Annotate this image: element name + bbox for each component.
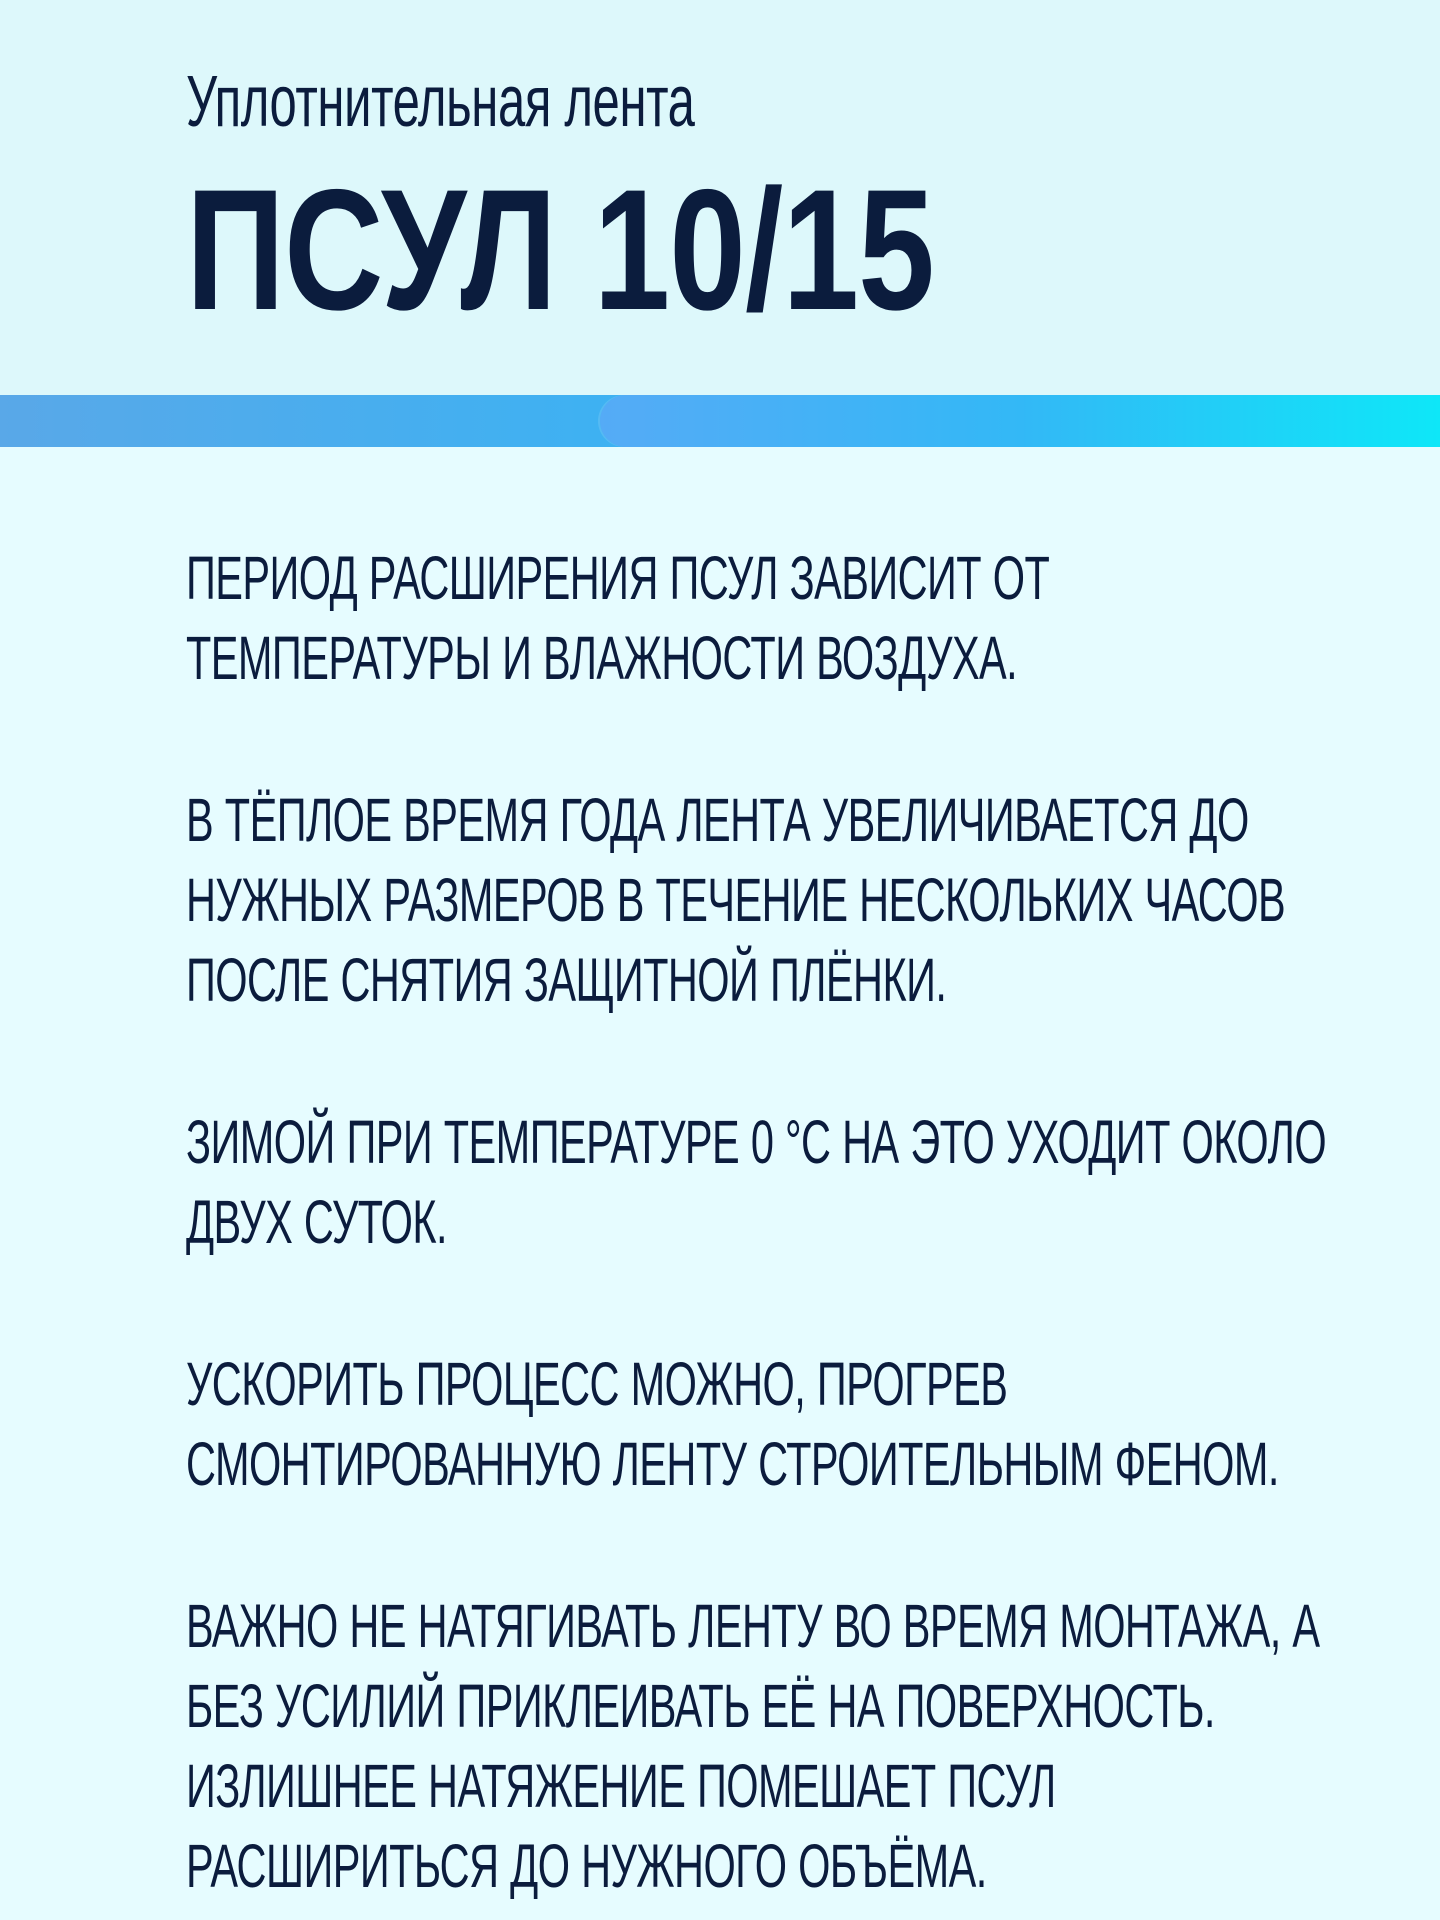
paragraph-speed-up: УСКОРИТЬ ПРОЦЕСС МОЖНО, ПРОГРЕВ СМОНТИРОВАННУЮ ЛЕНТУ СТРОИТЕЛЬНЫМ ФЕНОМ. bbox=[186, 1350, 1279, 1498]
paragraph-expansion-period: ПЕРИОД РАСШИРЕНИЯ ПСУЛ ЗАВИСИТ ОТ ТЕМПЕРАТУРЫ И ВЛАЖНОСТИ ВОЗДУХА. bbox=[186, 544, 1050, 692]
paragraph-warm-season: В ТЁПЛОЕ ВРЕМЯ ГОДА ЛЕНТА УВЕЛИЧИВАЕТСЯ ДО НУЖНЫХ РАЗМЕРОВ В ТЕЧЕНИЕ НЕСКОЛЬКИХ ЧАСОВ ПОСЛЕ СНЯТИЯ ЗАЩИТНОЙ ПЛЁНКИ. bbox=[186, 786, 1286, 1014]
body-copy bbox=[186, 538, 1362, 1906]
paragraph-installation-note: ВАЖНО НЕ НАТЯГИВАТЬ ЛЕНТУ ВО ВРЕМЯ МОНТАЖА, А БЕЗ УСИЛИЙ ПРИКЛЕИВАТЬ ЕЁ НА ПОВЕРХНОСТЬ. ИЗЛИШНЕЕ НАТЯЖЕНИЕ ПОМЕШАЕТ ПСУЛ РАСШИРИТЬСЯ ДО НУЖНОГО ОБЪЁМА. bbox=[186, 1592, 1320, 1900]
product-subtitle: Уплотнительная лента bbox=[186, 62, 695, 142]
paragraph-winter: ЗИМОЙ ПРИ ТЕМПЕРАТУРЕ 0 °С НА ЭТО УХОДИТ ОКОЛО ДВУХ СУТОК. bbox=[186, 1108, 1327, 1256]
accent-pill bbox=[600, 395, 1440, 447]
product-title: ПСУЛ 10/15 bbox=[186, 154, 934, 346]
